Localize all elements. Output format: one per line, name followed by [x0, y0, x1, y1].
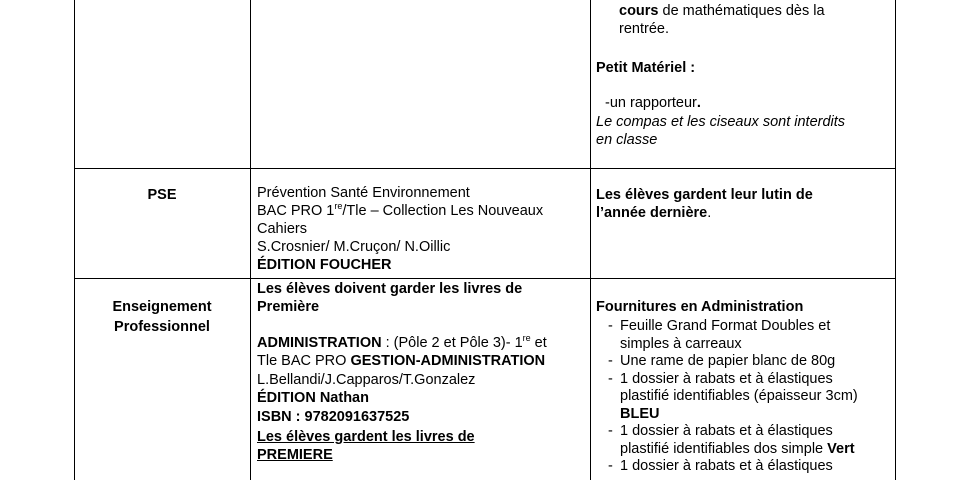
rentree-line [619, 21, 669, 39]
rentree-text: rentrée. [619, 21, 669, 37]
list-item-line: - 1 dossier à rabats et à élastiques [620, 370, 833, 387]
pse-book-text-5: ÉDITION FOUCHER [257, 257, 392, 273]
table-divider-2 [590, 0, 591, 480]
list-item-line [620, 441, 858, 459]
pro-tle-prefix: Tle BAC PRO [257, 353, 351, 369]
list-item-line: plastifié identifiables (épaisseur 3cm) [620, 388, 858, 404]
pse-book-text-2b: /Tle – Collection Les Nouveaux [342, 203, 544, 219]
pse-supplies-line2 [596, 205, 711, 223]
list-item-bold: Vert [827, 440, 855, 457]
table-border-left [74, 0, 75, 480]
cours-rest-text: de mathématiques dès la [658, 3, 825, 19]
list-item-line: BLEU [620, 405, 660, 422]
fournitures-title [596, 299, 803, 317]
rapporteur-line [605, 95, 701, 113]
pro-edition-line [257, 390, 369, 408]
pro-gardent-text-1: Les élèves gardent les livres de [257, 429, 475, 445]
supplies-list [594, 318, 858, 476]
petit-materiel-title [596, 60, 695, 78]
compas-note-line2 [596, 132, 657, 150]
pro-authors-line [257, 372, 475, 390]
pro-keep-line1 [257, 281, 522, 299]
pro-subject-text-1: Enseignement [112, 299, 212, 315]
pro-admin-bold: ADMINISTRATION [257, 335, 382, 351]
compas-text-2: en classe [596, 132, 658, 148]
pse-subject-text: PSE [147, 187, 177, 203]
row-separator-2 [74, 278, 896, 279]
list-item-line: simples à carreaux [620, 335, 742, 352]
pro-subject-text-2: Professionnel [114, 319, 210, 335]
fournitures-title-text: Fournitures en Administration [596, 299, 804, 315]
pro-gardent-text-2: PREMIERE [257, 447, 333, 463]
pse-supplies-text-2: l’année dernière [596, 205, 708, 221]
table-divider-1 [250, 0, 251, 480]
pro-isbn-text: ISBN : 9782091637525 [257, 409, 410, 425]
cours-bold-text: cours [619, 3, 659, 19]
pro-admin-sup: re [522, 333, 531, 344]
maths-cours-line [619, 3, 825, 21]
rapporteur-dot: . [696, 95, 701, 111]
petit-materiel-text: Petit Matériel : [596, 60, 696, 76]
compas-text-1: Le compas et les ciseaux sont interdits [596, 114, 846, 130]
pse-book-line5 [257, 257, 392, 275]
pse-subject [74, 187, 250, 205]
pro-edition-text: ÉDITION Nathan [257, 390, 369, 406]
pro-subject-line1 [74, 299, 250, 317]
pse-book-line4 [257, 239, 450, 257]
list-item-line: - Une rame de papier blanc de 80g [620, 353, 836, 369]
pro-keep-text-2: Première [257, 299, 320, 315]
pro-tle-bold: GESTION-ADMINISTRATION [350, 353, 546, 369]
pse-supplies-text-1: Les élèves gardent leur lutin de [596, 187, 813, 203]
pse-book-sup: re [334, 201, 343, 212]
pro-gardent-line2 [257, 447, 333, 465]
pro-keep-line2 [257, 299, 319, 317]
pro-admin-line [257, 335, 547, 353]
pse-book-line2 [257, 203, 543, 221]
pro-isbn-line [257, 409, 409, 427]
pse-supplies-line1 [596, 187, 813, 205]
fournitures-list [594, 318, 858, 476]
pro-keep-text-1: Les élèves doivent garder les livres de [257, 281, 523, 297]
pro-admin-et: et [530, 335, 547, 351]
pse-book-line1 [257, 185, 470, 203]
pse-book-text-2a: BAC PRO 1 [257, 203, 335, 219]
list-item [594, 318, 858, 353]
list-item [594, 371, 858, 424]
pro-tle-line [257, 353, 545, 371]
pse-book-line3 [257, 221, 307, 239]
pro-admin-rest: : (Pôle 2 et Pôle 3)- 1 [381, 335, 523, 351]
pse-book-text-4: S.Crosnier/ M.Cruçon/ N.Oillic [257, 239, 451, 255]
list-item-line: - 1 dossier à rabats et à élastiques [620, 458, 833, 474]
list-item-line: - Feuille Grand Format Doubles et [620, 318, 831, 334]
list-item-line: - 1 dossier à rabats et à élastiques [620, 423, 833, 439]
compas-note-line1 [596, 114, 845, 132]
rapporteur-text: -un rapporteur [605, 95, 697, 111]
list-item [594, 423, 858, 458]
pse-book-text-1: Prévention Santé Environnement [257, 185, 470, 201]
pse-supplies-dot: . [707, 205, 712, 221]
pro-subject-line2 [74, 319, 250, 337]
pro-gardent-line1 [257, 429, 475, 447]
pro-authors-text: L.Bellandi/J.Capparos/T.Gonzalez [257, 372, 476, 388]
list-item [594, 353, 858, 371]
row-separator-1 [74, 168, 896, 169]
list-item-text: plastifié identifiables dos simple [620, 440, 828, 457]
pse-book-text-3: Cahiers [257, 221, 307, 237]
list-item [594, 458, 858, 476]
table-border-right [895, 0, 896, 480]
